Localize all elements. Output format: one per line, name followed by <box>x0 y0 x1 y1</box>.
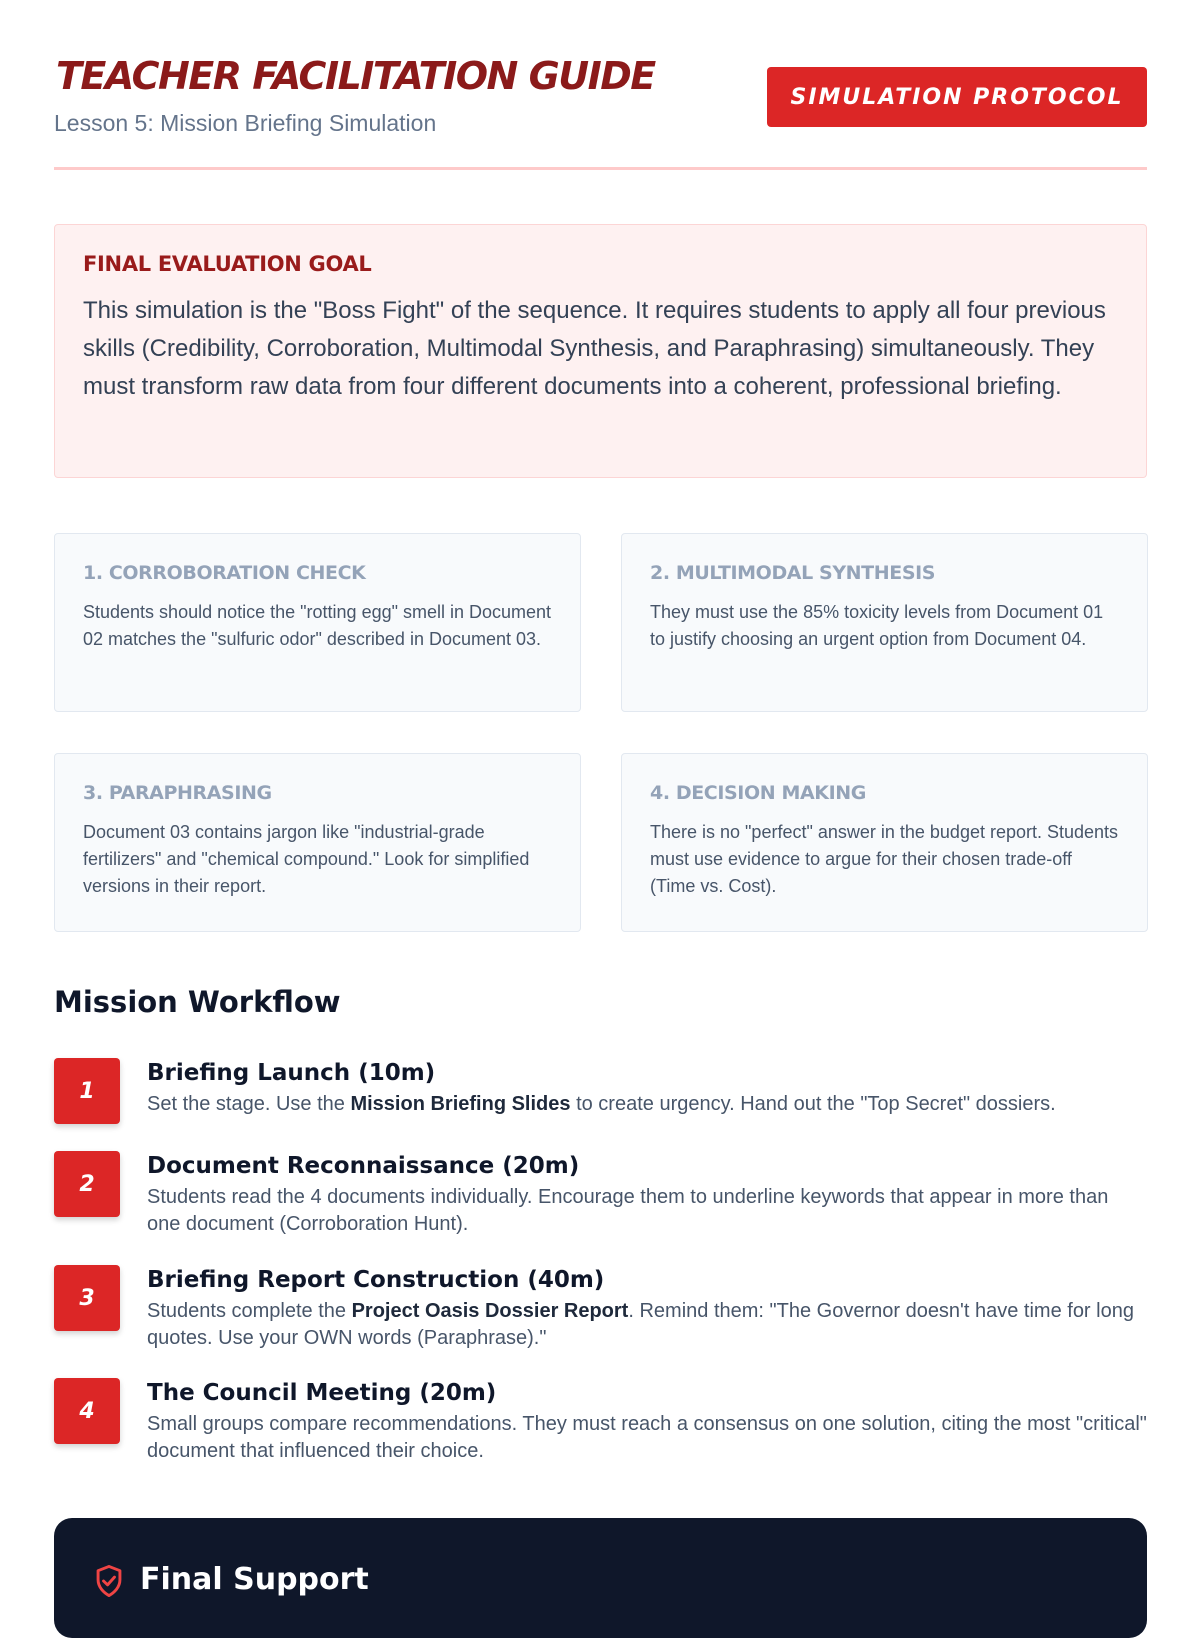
skill-card-title: 2. MULTIMODAL SYNTHESIS <box>650 562 936 584</box>
goal-heading: FINAL EVALUATION GOAL <box>83 252 372 276</box>
final-support-panel <box>54 1518 1147 1638</box>
step-desc-emphasis: Mission Briefing Slides <box>350 1093 571 1115</box>
skill-card-title: 1. CORROBORATION CHECK <box>83 562 366 584</box>
skill-card-text: Document 03 contains jargon like "industrial-grade fertilizers" and "chemical compound." Look for simplified versions in their report. <box>83 822 530 896</box>
skill-card-multimodal-synthesis <box>621 533 1148 712</box>
step-title: Briefing Launch (10m) <box>147 1060 436 1086</box>
step-description: Small groups compare recommendations. They must reach a consensus on one solution, citing the most "critical" document that influenced their choice. <box>147 1413 1147 1462</box>
goal-text: This simulation is the "Boss Fight" of the sequence. It requires students to apply all four previous skills (Credibility, Corroboration, Multimodal Synthesis, and Paraphrasing) simultaneously. They must transform raw data from four different documents into a coherent, professional briefing. <box>83 297 1106 400</box>
step-desc-text: . Remind them: "The Governor doesn't have time for long quotes. Use your OWN words (Paraphrase)." <box>147 1300 1134 1349</box>
skill-card-title: 4. DECISION MAKING <box>650 782 866 804</box>
step-title: Document Reconnaissance (20m) <box>147 1153 580 1179</box>
skill-card-decision-making <box>621 753 1148 932</box>
page-header <box>54 52 1147 170</box>
skill-card-text: They must use the 85% toxicity levels from Document 01 to justify choosing an urgent option from Document 04. <box>650 602 1104 649</box>
step-desc-text: Set the stage. Use the <box>147 1093 351 1115</box>
lesson-subtitle: Lesson 5: Mission Briefing Simulation <box>54 110 437 136</box>
step-description <box>147 1298 1147 1352</box>
step-description: Students read the 4 documents individually. Encourage them to underline keywords that appear in more than one document (Corroboration Hunt). <box>147 1186 1109 1235</box>
step-number-badge: 1 <box>54 1058 120 1124</box>
skill-card-paraphrasing <box>54 753 581 932</box>
support-heading: Final Support <box>140 1562 369 1597</box>
simulation-protocol-badge: SIMULATION PROTOCOL <box>767 67 1147 127</box>
step-number-badge: 3 <box>54 1265 120 1331</box>
skill-card-title: 3. PARAPHRASING <box>83 782 272 804</box>
guide-title: TEACHER FACILITATION GUIDE <box>56 54 655 98</box>
final-evaluation-goal <box>54 224 1147 478</box>
skill-card-text: Students should notice the "rotting egg" smell in Document 02 matches the "sulfuric odor" described in Document 03. <box>83 602 552 649</box>
step-title: Briefing Report Construction (40m) <box>147 1267 605 1293</box>
step-desc-text: to create urgency. Hand out the "Top Secret" dossiers. <box>570 1093 1056 1115</box>
workflow-heading: Mission Workflow <box>54 985 341 1019</box>
step-desc-text: Students complete the <box>147 1300 352 1322</box>
step-description <box>147 1091 1147 1118</box>
skill-card-text: There is no "perfect" answer in the budget report. Students must use evidence to argue for their chosen trade-off (Time vs. Cost). <box>650 822 1119 896</box>
step-title: The Council Meeting (20m) <box>147 1380 497 1406</box>
step-number-badge: 2 <box>54 1151 120 1217</box>
step-desc-emphasis: Project Oasis Dossier Report <box>351 1300 629 1322</box>
skill-card-corroboration <box>54 533 581 712</box>
step-number-badge: 4 <box>54 1378 120 1444</box>
shield-check-icon <box>94 1564 124 1598</box>
